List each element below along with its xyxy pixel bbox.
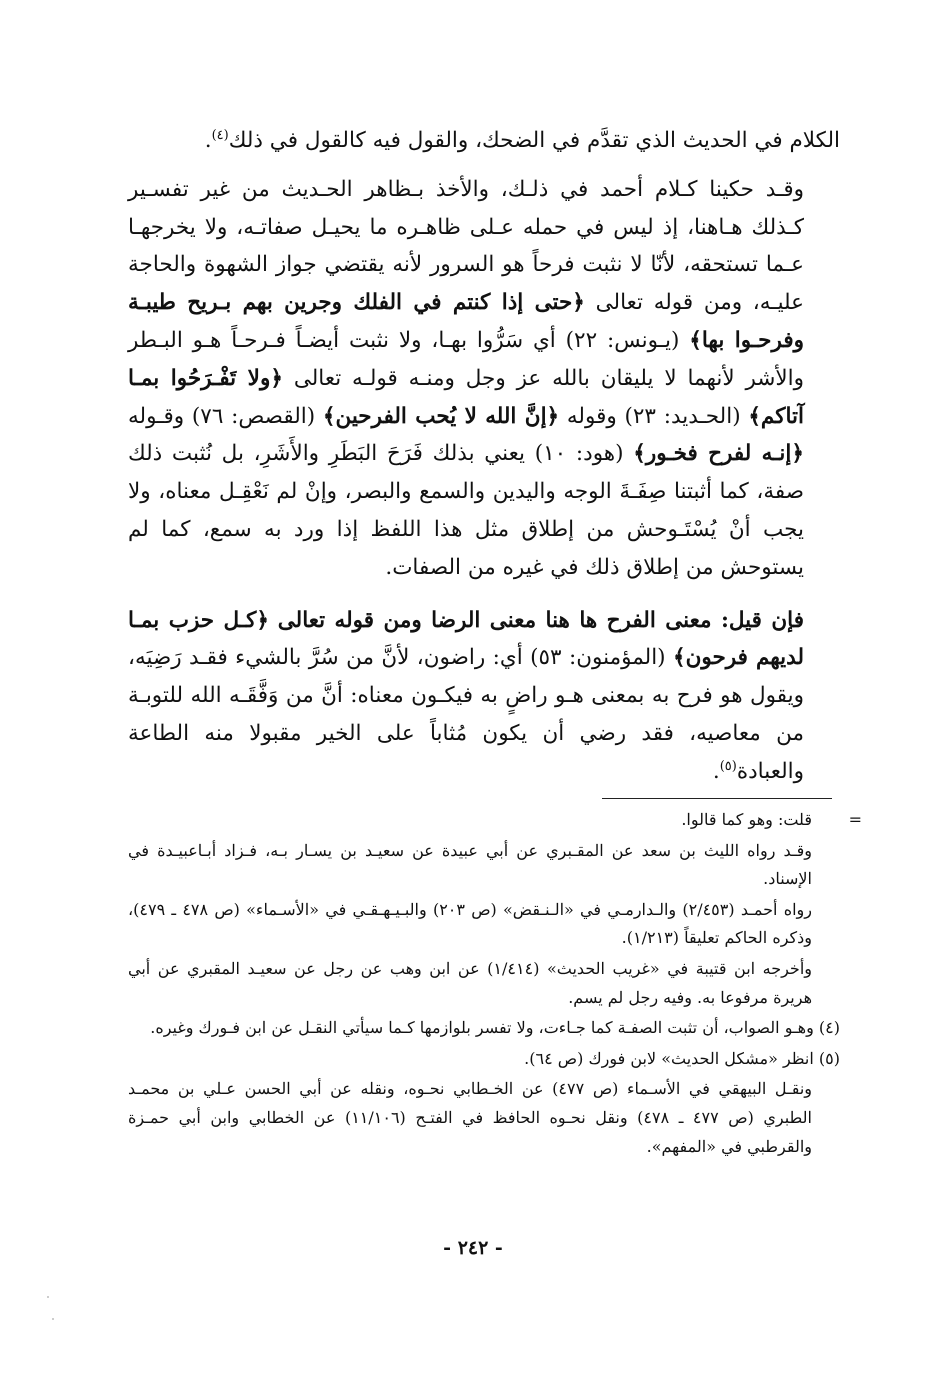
page-number: - ٢٤٢ -: [443, 1237, 503, 1259]
footnote-5-cont: [128, 1075, 840, 1161]
footnote-cont-4: [128, 955, 840, 1012]
quran-quote-hadid: ﴿ولا تَفْـرَحُوا بمـا آتاكم﴾: [128, 365, 804, 429]
footnote-4-text: وهـو الصواب، أن تثبت الصفـة كما جـاءت، ولا تفسر بلوازمها كـما سيأتي النقـل عن ابن فـورك وغيره.: [150, 1018, 814, 1038]
paragraph-1-end: .: [204, 128, 212, 153]
footnote-4-marker: (٤): [818, 1018, 840, 1038]
paragraph-2-text-b: (يـونس: ٢٢) أي سَرُّوا بهـا، ولا نثبت أيضـاً فـرحـاً هـو البـطر والأشر لأنهما لا يليقان بالله عز وجل ومنـه قولـه تعالى: [128, 327, 805, 391]
quran-quote-muminun: ﴿كـل حزب بمـا لديهم فرحون﴾: [128, 607, 804, 671]
paragraph-3-lead: فإن قيل: معنى الفرح ها هنا معنى الرضا ومن قوله تعالى: [277, 607, 804, 633]
paragraph-2-text-e: (هود: ١٠) يعني بذلك فَرَحَ البَطَرِ والأَشَرِ، بل نُثبت ذلك صفة، كما أثبتنا صِفَـةَ الوجه واليدين والسمع والبصر، وإنْ لم نَعْقِـل معناه، ولا يجب أنْ يُسْتَـوحش من إطلاق مثل هذا اللفظ إذا ورد به سمع، كما لم يستوحش من إطلاق ذلك في غيره من الصفات.: [128, 441, 804, 580]
footnote-4: [128, 1014, 840, 1043]
footnote-cont-line-2: وقـد رواه الليث بن سعد عن المقـبري عن أبي عبيدة عن سعيـد بن يسـار بـه، فـزاد أبـاعبيـدة في الإسناد.: [128, 840, 812, 889]
footnote-5: [128, 1045, 840, 1074]
paragraph-2-text-c: (الحـديد: ٢٣) وقوله: [566, 403, 741, 429]
paragraph-2: [128, 171, 840, 587]
paragraph-1-text: الكلام في الحديث الذي تقدَّم في الضحك، والقول فيه كالقول في ذلك: [228, 128, 840, 153]
footnote-ref-5[interactable]: (٥): [719, 758, 737, 774]
footnote-5-text: انظر «مشكل الحديث» لابن فورك (ص ٦٤).: [524, 1048, 814, 1068]
footnote-cont-3: [128, 896, 840, 953]
paragraph-3-text-b: (المؤمنون: ٥٣) أي: راضون، لأنَّ من سُرَّ بالشيء فقـد رَضِيَه، ويقول هو فرح به بمعنى هـو راضٍ به فيكـون معناه: أنَّ من وَفَّقَـه الله للتوبـة من معاصيه، فقد رضي أن يكون مُثاباً على الخير مقبولا منه الطاعة والعبادة: [128, 645, 804, 784]
continuation-marker: =: [848, 810, 862, 829]
paragraph-3-end: .: [712, 758, 720, 784]
footnote-ref-4[interactable]: (٤): [211, 127, 229, 143]
paragraph-2-text-a: وقـد حكينا كـلام أحمد في ذلـك، والأخذ بـظاهر الحـديث من غير تفسـير كـذلك هـاهنا، إذ ليس في حمله عـلى ظاهـره ما يحيـل صفاتـه، ولا يخرجهـا عـما تستحقه، لأنّا لا نثبت فرحاً هو السرور لأنه يقتضي جواز الشهوة والحاجة عليـه، ومن قوله تعالى: [128, 176, 804, 316]
scan-speck: [47, 1296, 49, 1298]
footnote-cont-line-1: قلت: وهو كما قالوا.: [681, 810, 812, 829]
footnote-cont-2: [128, 837, 840, 894]
footnote-cont-line-4: وأخرجه ابن قتيبة في «غريب الحديث» (١/٤١٤) عن ابن وهب عن رجل عن سعيـد المقبري عن أبي هريرة مرفوعا به. وفيه رجل لم يسم.: [128, 958, 812, 1007]
paragraph-3: [128, 602, 840, 791]
footnotes: [128, 806, 862, 1163]
paragraph-1: [128, 122, 840, 160]
quran-quote-hud: ﴿إنـه لفرح فخـور﴾: [633, 441, 804, 467]
footnote-5-cont-text: ونقـل البيهقي في الأسـماء (ص ٤٧٧) عن الخـطابي نحـوه، ونقله عن أبي الحسن عـلي بن محمـد الطبري (ص ٤٧٧ ـ ٤٧٨) ونقل نحـوه الحافظ في الفتـح (١١/١٠٦) عن الخطابي وابن أبي حمـزة والقرطبي في «المفهم».: [128, 1079, 812, 1156]
footnote-continuation: [128, 806, 862, 835]
quran-quote-qasas: ﴿إنَّ الله لا يُحب الفرحين﴾: [322, 403, 560, 429]
footnote-5-marker: (٥): [818, 1048, 840, 1068]
footnote-separator: [602, 798, 832, 799]
main-text: [128, 122, 840, 791]
footnote-cont-line-3: رواه أحمـد (٢/٤٥٣) والـدارمـي في «الـنـقض» (ص ٢٠٣) والبـيـهـقـي في «الأسـماء» (ص ٤٧٨ ـ ٤٧٩)، وذكره الحاكم تعليقاً (١/٢١٣).: [128, 899, 813, 948]
scan-speck: [52, 1318, 54, 1320]
paragraph-2-text-d: (القصص: ٧٦) وقـوله: [128, 403, 316, 429]
quran-quote-yunus: ﴿حتى إذا كنتم في الفلك وجرين بهم بـريح طيبـة وفرحـوا بها﴾: [128, 290, 804, 353]
